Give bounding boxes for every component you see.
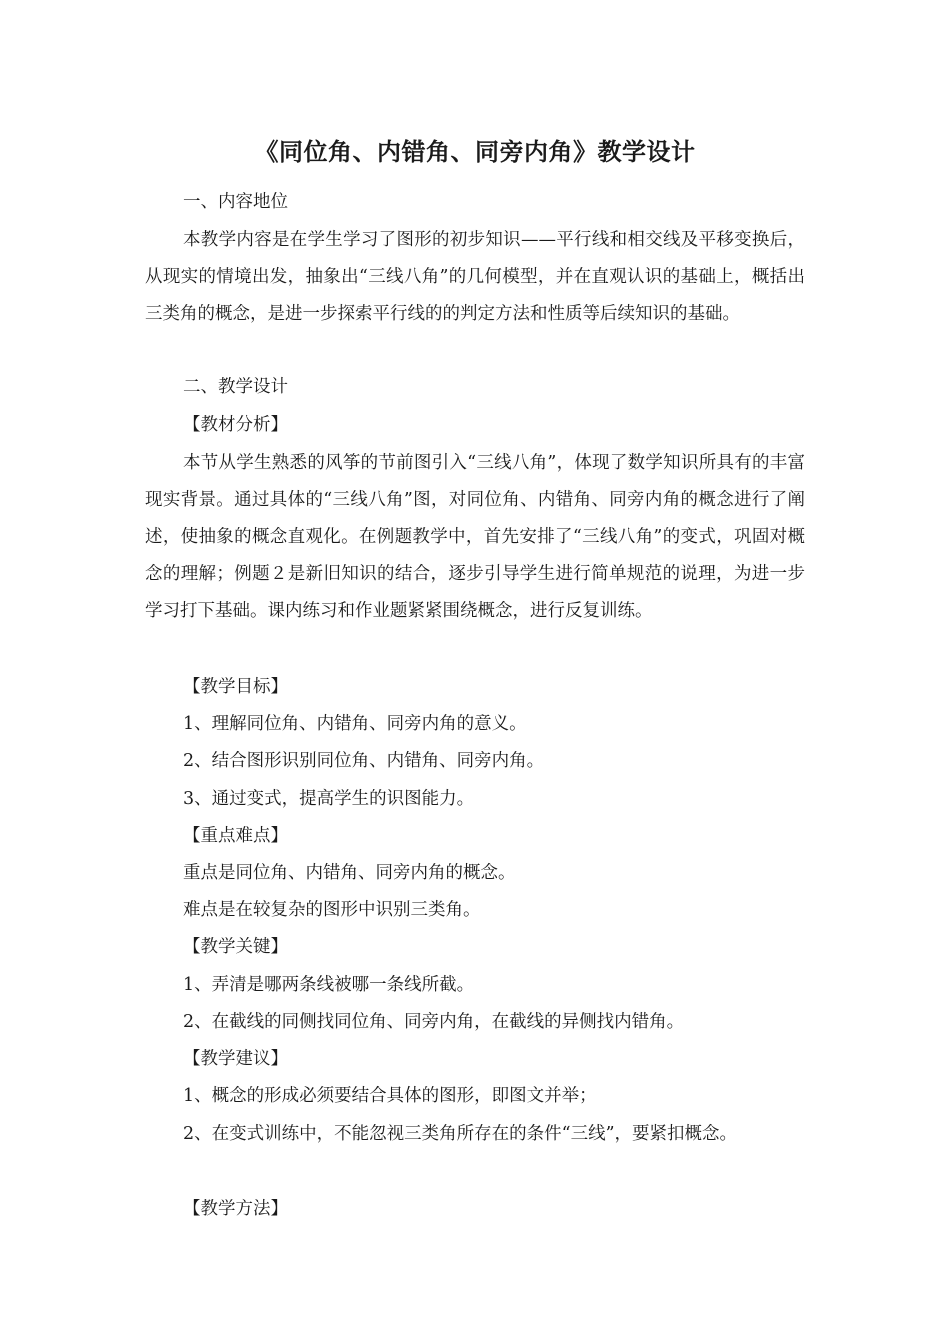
section-heading-content-position: 一、内容地位	[183, 192, 288, 212]
list-item-key-2: 2、在截线的同侧找同位角、同旁内角，在截线的异侧找内错角。	[183, 1012, 685, 1032]
subheading-teaching-method: 【教学方法】	[183, 1199, 288, 1219]
section-heading-teaching-design: 二、教学设计	[183, 377, 288, 397]
subheading-material-analysis: 【教材分析】	[183, 415, 288, 435]
list-item-key-1: 1、弄清是哪两条线被哪一条线所截。	[183, 975, 475, 995]
subheading-key-difficult-points: 【重点难点】	[183, 826, 288, 846]
subheading-teaching-advice: 【教学建议】	[183, 1049, 288, 1069]
subheading-teaching-key: 【教学关键】	[183, 937, 288, 957]
paragraph-content-position: 本教学内容是在学生学习了图形的初步知识——平行线和相交线及平移变换后，从现实的情境出发，抽象出“三线八角”的几何模型，并在直观认识的基础上，概括出三类角的概念，是进一步探索平行线的的判定方法和性质等后续知识的基础。	[145, 230, 805, 324]
list-item-goal-1: 1、理解同位角、内错角、同旁内角的意义。	[183, 714, 527, 734]
paragraph-material-analysis: 本节从学生熟悉的风筝的节前图引入“三线八角”，体现了数学知识所具有的丰富现实背景。通过具体的“三线八角”图，对同位角、内错角、同旁内角的概念进行了阐述，使抽象的概念直观化。在例题教学中，首先安排了“三线八角”的变式，巩固对概念的理解；例题２是新旧知识的结合，逐步引导学生进行简单规范的说理，为进一步学习打下基础。课内练习和作业题紧紧围绕概念，进行反复训练。	[145, 453, 805, 621]
list-item-goal-2: 2、结合图形识别同位角、内错角、同旁内角。	[183, 751, 545, 771]
text-difficult-point: 难点是在较复杂的图形中识别三类角。	[183, 900, 481, 920]
list-item-advice-2: 2、在变式训练中，不能忽视三类角所存在的条件“三线”，要紧扣概念。	[183, 1124, 738, 1144]
subheading-teaching-goals: 【教学目标】	[183, 677, 288, 697]
list-item-goal-3: 3、通过变式，提高学生的识图能力。	[183, 789, 475, 809]
text-key-point: 重点是同位角、内错角、同旁内角的概念。	[183, 863, 516, 883]
list-item-advice-1: 1、概念的形成必须要结合具体的图形，即图文并举；	[183, 1086, 597, 1106]
document-title: 《同位角、内错角、同旁内角》教学设计	[254, 137, 696, 166]
